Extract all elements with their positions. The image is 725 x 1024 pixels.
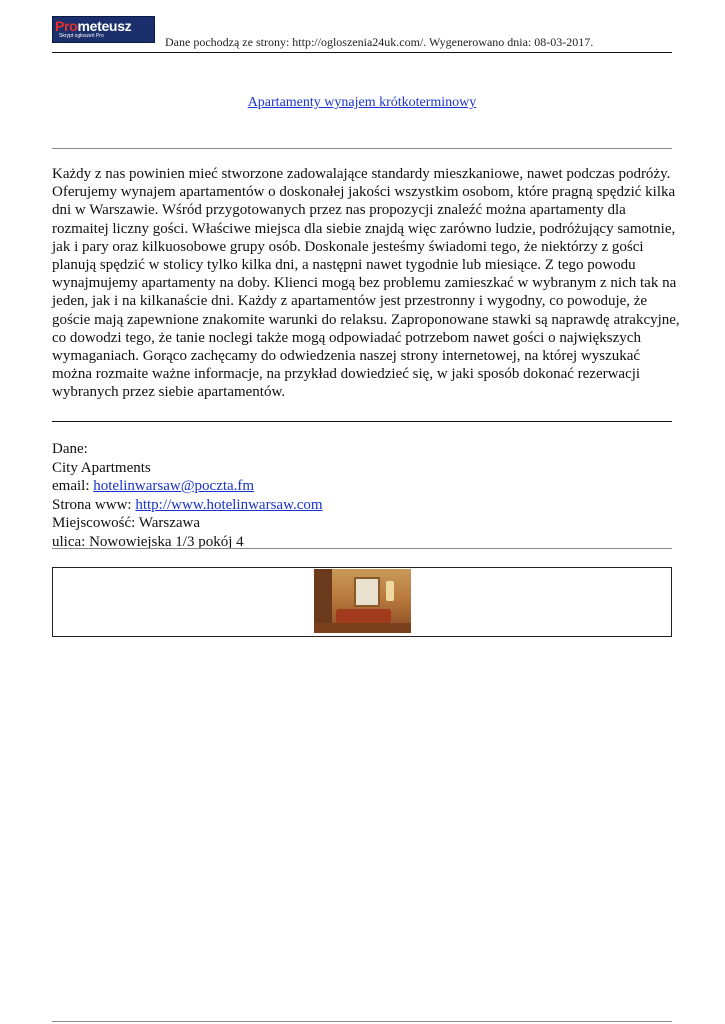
contact-company: City Apartments: [52, 459, 151, 476]
contact-email-row: [52, 477, 672, 496]
description-divider: [52, 421, 672, 422]
description-line: jak i pary oraz kilkuosobowe grupy osób. Doskonale jesteśmy świadomi tego, że niektórzy z gości: [52, 238, 644, 255]
header-divider: [52, 52, 672, 53]
listing-title: [52, 95, 672, 111]
contact-details: [52, 440, 672, 551]
description-line: wynajmujemy apartamenty na doby. Klienci mogą bez problemu zamieszkać w wybranym z nich tak na: [52, 275, 677, 292]
footer-divider: [52, 1021, 672, 1022]
photo-window: [354, 577, 380, 607]
photo-floor: [314, 623, 411, 633]
description-line: rozmaitej liczny gości. Właściwe miejsca dla siebie znajdą więc zarówno ludzie, podróżujący samotnie,: [52, 220, 676, 237]
photo-lamp: [386, 581, 394, 601]
contact-divider: [52, 548, 672, 549]
description-line: Oferujemy wynajem apartamentów o doskonałej jakości wszystkim osobom, które pragną spędzić kilka: [52, 184, 676, 201]
description-line: jeden, jak i na kilkanaście dni. Każdy z apartamentów jest przestronny i wygodny, co powoduje, że: [52, 293, 648, 310]
description-line: Każdy z nas powinien mieć stworzone zadowalające standardy mieszkaniowe, nawet podczas podróży.: [52, 166, 671, 182]
apartment-interior-photo[interactable]: [314, 569, 411, 633]
description-line: dni w Warszawie. Wśród przygotowanych przez nas propozycji znaleźć można apartamenty dla: [52, 202, 626, 219]
photo-sofa: [336, 609, 391, 623]
www-label: Strona www:: [52, 496, 136, 513]
source-info: Dane pochodzą ze strony: http://ogloszenia24uk.com/. Wygenerowano dnia: 08-03-2017.: [165, 35, 594, 49]
description-line: goście mają zapewnione znakomite warunki do relaksu. Zaproponowane stawki są naprawdę atrakcyjne,: [52, 311, 680, 328]
listing-title-link[interactable]: Apartamenty wynajem krótkoterminowy: [247, 95, 477, 110]
email-link[interactable]: hotelinwarsaw@poczta.fm: [93, 478, 255, 494]
description-line: wybranych przez siebie apartamentów.: [52, 384, 286, 401]
contact-street: ulica: Nowowiejska 1/3 pokój 4: [52, 533, 244, 550]
contact-heading: Dane:: [52, 441, 88, 457]
title-divider: [52, 148, 672, 149]
email-label: email:: [52, 478, 94, 494]
logo-wordmark: Prometeusz: [55, 18, 132, 34]
description-line: co dowodzi tego, że tanie noclegi także mogą odpowiadać potrzebom nawet gości o największych: [52, 329, 641, 346]
description-line: można rozmaite ważne informacje, na przykład dowiedzieć się, w jaki sposób dokonać rezerwacji: [52, 366, 641, 383]
website-link[interactable]: http://www.hotelinwarsaw.com: [135, 496, 323, 513]
description-line: wymaganiach. Gorąco zachęcamy do odwiedzenia naszej strony internetowej, na której wyszukać: [52, 348, 641, 365]
description-line: planują spędzić w stolicy tylko kilka dni, a następni nawet tygodnie lub miesiące. Z tego powodu: [52, 257, 636, 274]
listing-description: [52, 165, 680, 402]
contact-www-row: [52, 496, 672, 515]
prometeusz-logo: [52, 16, 155, 43]
contact-city: Miejscowość: Warszawa: [52, 515, 201, 531]
image-gallery: [52, 567, 672, 637]
logo-tagline: Skrypt ogłoszeń Pro: [59, 33, 104, 39]
